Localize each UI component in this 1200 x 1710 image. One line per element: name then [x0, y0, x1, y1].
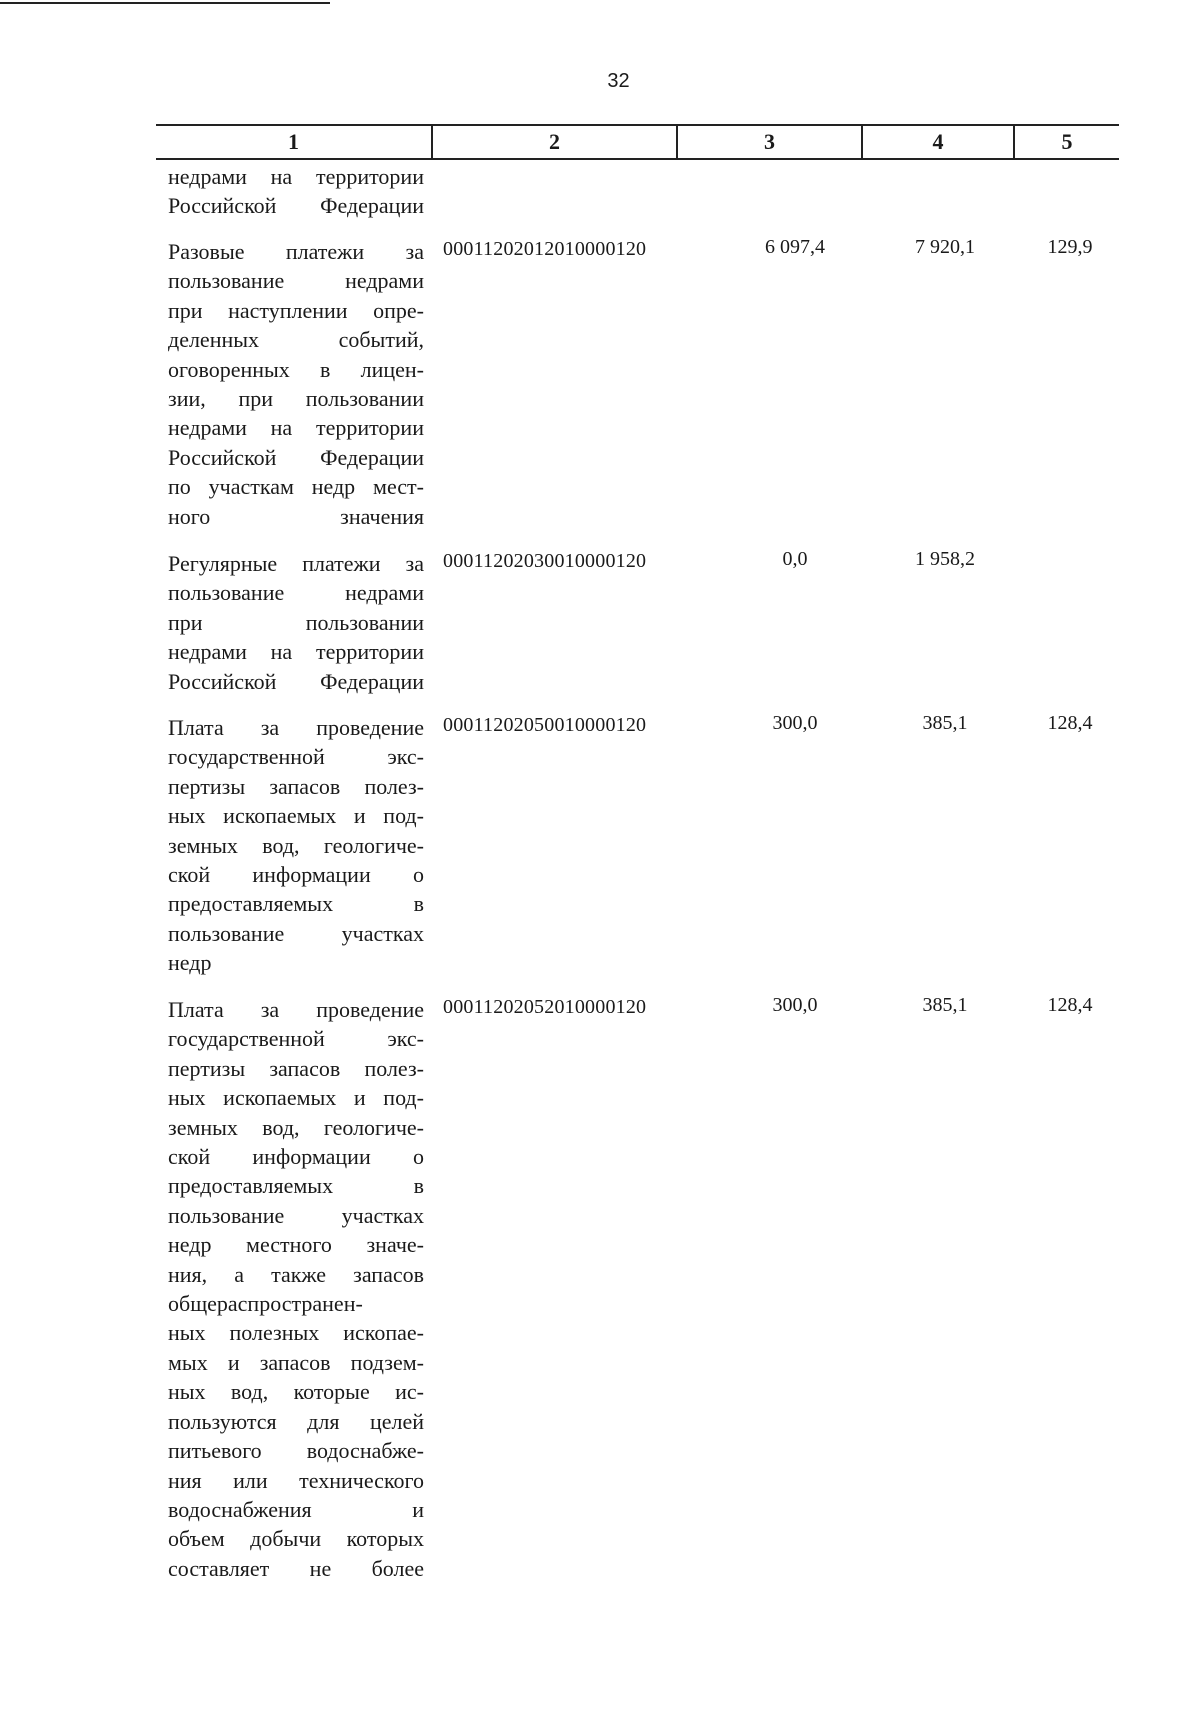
value-col-3: 300,0: [772, 994, 818, 1016]
word: территории: [315, 164, 424, 189]
word: на: [270, 415, 293, 441]
word: и: [353, 1085, 366, 1111]
word: запасов: [269, 773, 341, 799]
word: земных: [168, 1114, 238, 1140]
text-line: [168, 637, 424, 666]
word: недрами: [168, 639, 247, 665]
word: целей: [369, 1408, 424, 1434]
value-col-5: 128,4: [1047, 712, 1093, 734]
word: при: [168, 297, 203, 323]
word: предоставляемых: [168, 891, 334, 917]
word: ных: [168, 803, 206, 829]
text-line: [168, 667, 424, 696]
word: ис-: [395, 1379, 424, 1405]
word: лицен-: [360, 356, 424, 382]
word: ных: [168, 1320, 206, 1346]
word: недрами: [168, 415, 247, 441]
word: по: [168, 474, 191, 500]
text-line: недр: [168, 950, 212, 976]
value-col-4: 385,1: [922, 712, 968, 734]
word: вод,: [262, 1114, 300, 1140]
word: участках: [341, 1202, 424, 1228]
text-line: [168, 413, 424, 442]
word: пользование: [168, 920, 285, 946]
word: в: [413, 1173, 424, 1199]
word: ния,: [168, 1261, 208, 1287]
header-col-1: 1: [288, 129, 299, 154]
word: пользование: [168, 268, 285, 294]
word: и: [227, 1349, 240, 1375]
word: технического: [299, 1467, 424, 1493]
word: предоставляемых: [168, 1173, 334, 1199]
value-col-3: 6 097,4: [765, 236, 825, 258]
word: подзем-: [350, 1349, 424, 1375]
text-line: [168, 919, 424, 948]
word: ископае-: [343, 1320, 424, 1346]
word: в: [320, 356, 331, 382]
text-line: [168, 1083, 424, 1112]
budget-code: 00011202030010000120: [443, 550, 647, 572]
value-col-5: 129,9: [1047, 236, 1093, 258]
word: недр: [168, 1232, 212, 1258]
text-line: [168, 443, 424, 472]
text-line: [168, 1201, 424, 1230]
word: пользование: [168, 580, 285, 606]
word: ской: [168, 1144, 211, 1170]
text-line: [168, 1466, 424, 1495]
word: полез-: [364, 1055, 424, 1081]
text-line: [168, 296, 424, 325]
header-col-3: 3: [676, 126, 861, 158]
word: питьевого: [168, 1438, 262, 1464]
table-row-description: [168, 713, 424, 978]
word: вод,: [262, 832, 300, 858]
text-line: [168, 355, 424, 384]
word: которые: [293, 1379, 370, 1405]
word: запасов: [353, 1261, 424, 1287]
word: за: [405, 551, 424, 576]
word: платежи: [302, 551, 381, 576]
word: проведение: [316, 997, 424, 1022]
text-line: [168, 1495, 424, 1524]
text-line: [168, 325, 424, 354]
word: полез-: [364, 773, 424, 799]
word: мест-: [373, 474, 424, 500]
text-line: [168, 1054, 424, 1083]
text-line: [168, 1171, 424, 1200]
word: зии,: [168, 386, 206, 412]
word: пользовании: [305, 386, 424, 412]
text-line: [168, 266, 424, 295]
word: пользуются: [168, 1408, 277, 1434]
word: пользовании: [305, 609, 424, 635]
value-col-4: 1 958,2: [915, 548, 975, 570]
text-line: [168, 502, 424, 531]
word: ископаемых: [223, 803, 337, 829]
word: на: [270, 639, 293, 665]
word: в: [413, 891, 424, 917]
word: Регулярные: [168, 551, 278, 576]
word: пертизы: [168, 773, 246, 799]
text-line: [168, 1348, 424, 1377]
word: государственной: [168, 744, 325, 770]
text-line: [168, 162, 424, 191]
word: вод,: [230, 1379, 269, 1405]
word: Плата: [168, 997, 224, 1022]
text-line: [168, 608, 424, 637]
text-line: [168, 1554, 424, 1583]
word: значения: [340, 503, 424, 529]
word: Российской: [168, 668, 277, 694]
word: Федерации: [320, 444, 424, 470]
word: о: [413, 862, 424, 888]
word: а: [234, 1261, 244, 1287]
word: значе-: [366, 1232, 424, 1258]
word: недрами: [345, 268, 424, 294]
word: наступлении: [228, 297, 348, 323]
word: под-: [383, 1085, 424, 1111]
word: участках: [341, 920, 424, 946]
word: проведение: [316, 715, 424, 740]
word: не: [309, 1555, 332, 1581]
text-line: [168, 742, 424, 771]
word: или: [233, 1467, 268, 1493]
word: Российской: [168, 193, 277, 219]
word: ных: [168, 1085, 206, 1111]
word: земных: [168, 832, 238, 858]
header-col-4: 4: [861, 126, 1013, 158]
word: информации: [252, 862, 371, 888]
word: и: [353, 803, 366, 829]
word: ных: [168, 1379, 206, 1405]
word: мых: [168, 1349, 208, 1375]
word: запасов: [259, 1349, 331, 1375]
word: добычи: [250, 1526, 322, 1552]
word: полезных: [229, 1320, 320, 1346]
word: составляет: [168, 1555, 270, 1581]
word: деленных: [168, 327, 260, 353]
word: за: [260, 715, 280, 740]
word: запасов: [269, 1055, 341, 1081]
word: государственной: [168, 1026, 325, 1052]
word: пользование: [168, 1202, 285, 1228]
text-line: общераспространен-: [168, 1291, 363, 1317]
text-line: [168, 1230, 424, 1259]
word: недрами: [168, 164, 247, 189]
word: также: [271, 1261, 327, 1287]
text-line: [168, 1524, 424, 1553]
text-line: [168, 1407, 424, 1436]
word: пертизы: [168, 1055, 246, 1081]
table-row-description: [168, 549, 424, 696]
word: для: [307, 1408, 340, 1434]
word: местного: [246, 1232, 332, 1258]
word: опре-: [373, 297, 424, 323]
word: территории: [315, 415, 424, 441]
word: Российской: [168, 444, 277, 470]
value-col-3: 300,0: [772, 712, 818, 734]
word: Федерации: [320, 668, 424, 694]
word: Федерации: [320, 193, 424, 219]
table-row-description: [168, 995, 424, 1583]
word: ской: [168, 862, 211, 888]
word: при: [238, 386, 274, 412]
word: геологиче-: [323, 832, 424, 858]
word: экс-: [387, 1026, 424, 1052]
text-line: [168, 578, 424, 607]
word: за: [405, 239, 424, 264]
word: событий,: [338, 327, 424, 353]
header-col-2: 2: [431, 126, 676, 158]
word: за: [260, 997, 280, 1022]
budget-code: 00011202052010000120: [443, 996, 647, 1018]
budget-code: 00011202012010000120: [443, 238, 647, 260]
text-line: [168, 772, 424, 801]
word: территории: [315, 639, 424, 665]
header-col-5: 5: [1013, 126, 1119, 158]
word: о: [413, 1144, 424, 1170]
word: ного: [168, 503, 211, 529]
word: на: [270, 164, 293, 189]
word: информации: [252, 1144, 371, 1170]
word: ископаемых: [223, 1085, 337, 1111]
text-line: [168, 191, 424, 220]
word: экс-: [387, 744, 424, 770]
value-col-5: 128,4: [1047, 994, 1093, 1016]
value-col-4: 7 920,1: [915, 236, 975, 258]
word: Плата: [168, 715, 224, 740]
text-line: [168, 384, 424, 413]
value-col-4: 385,1: [922, 994, 968, 1016]
text-line: [168, 889, 424, 918]
word: недрами: [345, 580, 424, 606]
word: Разовые: [168, 239, 245, 264]
word: недр: [311, 474, 356, 500]
text-line: [168, 1113, 424, 1142]
word: при: [168, 609, 203, 635]
text-line: [168, 801, 424, 830]
text-line: [168, 1436, 424, 1465]
text-line: [168, 472, 424, 501]
value-col-3: 0,0: [782, 548, 808, 570]
text-line: [168, 831, 424, 860]
table-header: [156, 124, 1119, 160]
text-line: [168, 1260, 424, 1289]
text-line: [168, 1377, 424, 1406]
word: водоснабжения: [168, 1496, 312, 1522]
text-line: [168, 549, 424, 578]
word: объем: [168, 1526, 225, 1552]
text-line: [168, 995, 424, 1024]
word: водоснабже-: [306, 1438, 424, 1464]
word: ния: [168, 1467, 202, 1493]
word: платежи: [285, 239, 365, 264]
page-number: 32: [607, 70, 630, 92]
word: более: [371, 1555, 424, 1581]
text-line: [168, 1142, 424, 1171]
word: под-: [383, 803, 424, 829]
text-line: [168, 1318, 424, 1347]
word: оговоренных: [168, 356, 290, 382]
word: которых: [346, 1526, 424, 1552]
text-line: [168, 860, 424, 889]
table-row-description: [168, 237, 424, 531]
text-line: [168, 1024, 424, 1053]
text-line: [168, 713, 424, 742]
word: участкам: [208, 474, 294, 500]
budget-code: 00011202050010000120: [443, 714, 647, 736]
top-border-line: [0, 2, 330, 4]
text-line: [168, 237, 424, 266]
word: и: [412, 1496, 424, 1522]
word: геологиче-: [323, 1114, 424, 1140]
continuation-text: [168, 162, 424, 221]
